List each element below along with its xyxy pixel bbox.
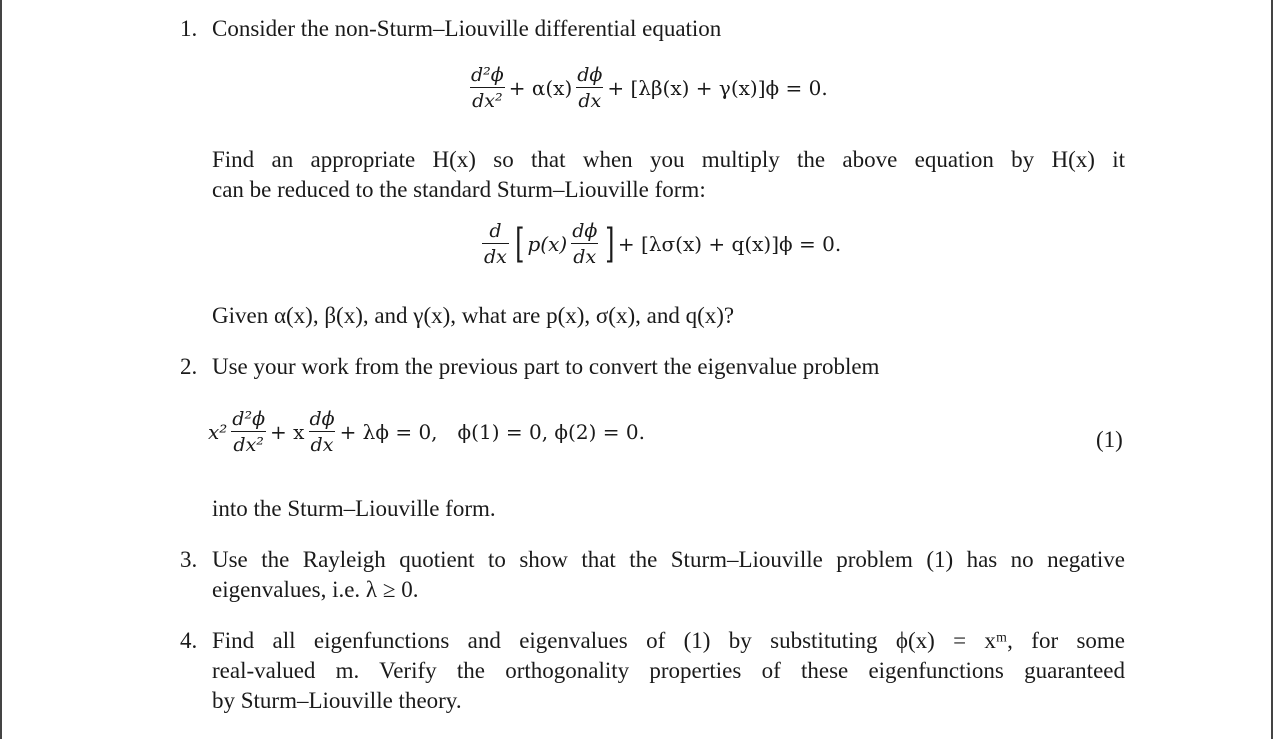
equation-3-lead: x² <box>208 420 228 444</box>
fraction-dphi-dx: $\frac{d\phi}{dx}$ <box>309 408 335 456</box>
item-1-paragraph-line-1: Find an appropriate H(x) so that when you multiply the above equation by H(x) it <box>212 147 1125 172</box>
equation-number-tag: (1) <box>1096 427 1123 452</box>
item-3-number: 3. <box>180 547 198 572</box>
item-3-line-2: eigenvalues, i.e. λ ≥ 0. <box>212 577 419 602</box>
item-1-question: Given α(x), β(x), and γ(x), what are p(x), σ(x), and q(x)? <box>212 303 735 328</box>
equation-3-mid: + x <box>270 420 305 444</box>
item-4-line-2: real-valued m. Verify the orthogonality properties of these eigenfunctions guaranteed <box>212 658 1125 683</box>
fraction-dphi-dx: $\frac{d\phi}{dx}$ <box>572 220 598 268</box>
equation-1-mid: + α(x) <box>508 76 573 100</box>
item-1-number: 1. <box>180 16 198 41</box>
equation-eigenvalue-problem <box>208 408 645 456</box>
item-1-intro: Consider the non-Sturm–Liouville differential equation <box>212 16 722 41</box>
right-bracket: ] <box>605 221 615 267</box>
fraction-d2phi-dx2: $\frac{\text{d²ϕ}}{\text{dx²}}$ <box>471 64 504 112</box>
item-2-outro: into the Sturm–Liouville form. <box>212 496 496 521</box>
item-4-line-1: Find all eigenfunctions and eigenvalues of (1) by substituting ϕ(x) = xᵐ, for some <box>212 628 1125 653</box>
item-4-number: 4. <box>180 628 198 653</box>
fraction-dphi-dx: $\frac{d\phi}{dx}$ <box>577 64 603 112</box>
left-border <box>0 0 2 739</box>
item-2-intro: Use your work from the previous part to convert the eigenvalue problem <box>212 354 880 379</box>
item-2-number: 2. <box>180 354 198 379</box>
right-border <box>1271 0 1273 739</box>
equation-1-tail: + [λβ(x) + γ(x)]ϕ = 0. <box>607 76 828 100</box>
equation-2-tail: + [λσ(x) + q(x)]ϕ = 0. <box>617 232 842 256</box>
equation-3-tail: + λϕ = 0, ϕ(1) = 0, ϕ(2) = 0. <box>339 420 645 444</box>
fraction-d2phi-dx2: $\frac{\text{d²ϕ}}{\text{dx²}}$ <box>232 408 266 456</box>
equation-non-sl <box>466 64 828 112</box>
item-4-line-3: by Sturm–Liouville theory. <box>212 688 462 713</box>
item-1-paragraph-line-2: can be reduced to the standard Sturm–Liouville form: <box>212 177 706 202</box>
equation-standard-sl <box>479 220 841 268</box>
left-bracket: [ <box>515 221 525 267</box>
item-3-line-1: Use the Rayleigh quotient to show that the Sturm–Liouville problem (1) has no negative <box>212 547 1125 572</box>
fraction-d-dx: $\frac{d}{dx}$ <box>484 220 507 268</box>
equation-2-inner: p(x) <box>527 232 568 256</box>
